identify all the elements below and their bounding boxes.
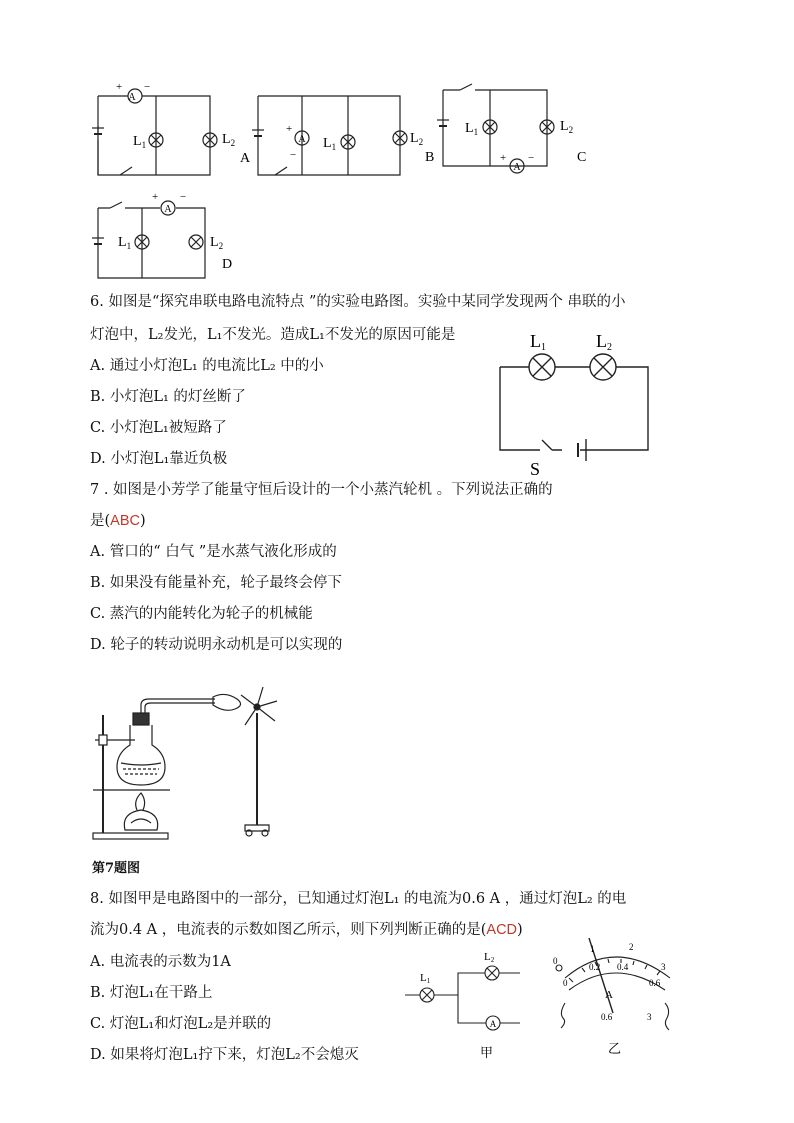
q7-option-d: D. 轮子的转动说明永动机是可以实现的	[90, 637, 343, 653]
svg-text:L2: $L_2$	[410, 131, 424, 147]
svg-text:L1: L1	[420, 972, 431, 985]
q6-option-a: A. 通过小灯泡L₁ 的电流比L₂ 中的小	[90, 358, 324, 374]
svg-text:0.6: 0.6	[649, 978, 661, 988]
svg-text:0: 0	[553, 956, 558, 966]
svg-text:L1: $L_1$	[465, 121, 479, 137]
svg-text:−: −	[144, 81, 151, 93]
svg-text:S: S	[530, 459, 541, 479]
q6-option-c: C. 小灯泡L₁被短路了	[90, 420, 227, 436]
svg-text:+: +	[152, 191, 159, 203]
svg-text:D: D	[222, 257, 233, 272]
q8-circuit-jia-figure	[400, 945, 550, 1065]
q7-answer: ABC	[110, 513, 140, 529]
svg-text:C: C	[577, 150, 587, 165]
q7-stem-prefix: 是(	[90, 513, 111, 529]
circuit-text-d	[118, 191, 232, 272]
svg-text:A: A	[489, 1019, 497, 1029]
svg-text:0: 0	[563, 978, 568, 988]
svg-text:B: B	[425, 150, 435, 165]
svg-text:+: +	[286, 123, 293, 135]
q8-option-d: D. 如果将灯泡L₁拧下来，灯泡L₂不会熄灭	[90, 1047, 359, 1063]
svg-text:L2: $L_2$	[560, 119, 574, 135]
svg-text:A: A	[128, 92, 136, 103]
q7-stem-line1: 7 . 如图是小芳学了能量守恒后设计的一个小蒸汽轮机 。下列说法正确的	[90, 482, 553, 498]
svg-text:0.4: 0.4	[617, 962, 629, 972]
circuit-text-bc	[425, 119, 586, 173]
q7-option-c: C. 蒸汽的内能转化为轮子的机械能	[90, 606, 313, 622]
svg-text:L2: L2	[596, 331, 612, 353]
svg-text:−: −	[528, 152, 535, 164]
q6-stem-line1: 6. 如图是“探究串联电路电流特点 ”的实验电路图。实验中某同学发现两个 串联的小	[90, 294, 626, 310]
svg-text:3: 3	[661, 962, 666, 972]
q8-ammeter-yi-figure	[545, 938, 695, 1063]
q7-stem-suffix: )	[140, 513, 146, 529]
svg-text:1: 1	[590, 944, 595, 954]
circuit-diagrams-abcd	[80, 70, 600, 285]
svg-text:A: A	[298, 134, 306, 145]
svg-text:3: 3	[647, 1012, 652, 1022]
svg-text:A: A	[605, 989, 613, 1001]
svg-text:L1: $L_1$	[323, 136, 337, 152]
q7-option-b: B. 如果没有能量补充，轮子最终会停下	[90, 575, 342, 591]
q8-option-b: B. 灯泡L₁在干路上	[90, 985, 213, 1001]
svg-text:−: −	[290, 149, 297, 161]
svg-text:A: A	[164, 204, 172, 215]
svg-text:A: A	[513, 162, 521, 173]
q6-option-b: B. 小灯泡L₁ 的灯丝断了	[90, 389, 246, 405]
svg-text:−: −	[180, 191, 187, 203]
q6-series-circuit-figure	[490, 325, 670, 480]
svg-text:A: A	[240, 151, 251, 166]
svg-text:L1: $L_1$	[118, 235, 132, 251]
svg-text:L2: $L_2$	[222, 132, 236, 148]
svg-text:+: +	[500, 152, 507, 164]
q8-stem-line1: 8. 如图甲是电路图中的一部分，已知通过灯泡L₁ 的电流为0.6 A ，通过灯泡L₂ 的电	[90, 891, 627, 907]
q8-stem-suffix: )	[517, 922, 523, 938]
svg-text:L2: $L_2$	[210, 235, 224, 251]
q6-stem-line2: 灯泡中，L₂发光，L₁不发光。造成L₁不发光的原因可能是	[90, 327, 456, 343]
svg-text:L1: $L_1$	[133, 134, 147, 150]
svg-text:L1: L1	[530, 331, 546, 353]
circuit-text-a	[240, 123, 423, 166]
q6-option-d: D. 小灯泡L₁靠近负极	[90, 451, 228, 467]
q7-figure-caption: 第7题图	[92, 861, 141, 876]
q7-steam-turbine-figure	[85, 685, 295, 845]
q8-stem-line2	[90, 920, 523, 940]
q8-option-a: A. 电流表的示数为1A	[90, 954, 231, 970]
q8-stem-prefix: 流为0.4 A ，电流表的示数如图乙所示，则下列判断正确的是(	[90, 922, 487, 938]
svg-text:0.6: 0.6	[601, 1012, 613, 1022]
q7-stem-line2	[90, 511, 146, 531]
q7-option-a: A. 管口的“ 白气 ”是水蒸气液化形成的	[90, 544, 337, 560]
q8-option-c: C. 灯泡L₁和灯泡L₂是并联的	[90, 1016, 272, 1032]
svg-text:L2: L2	[484, 951, 495, 964]
svg-text:0.2: 0.2	[589, 962, 601, 972]
svg-text:乙: 乙	[608, 1041, 622, 1056]
svg-text:2: 2	[629, 942, 634, 952]
svg-text:+: +	[116, 81, 123, 93]
svg-text:甲: 甲	[480, 1045, 494, 1060]
q8-answer: ACD	[486, 922, 518, 938]
